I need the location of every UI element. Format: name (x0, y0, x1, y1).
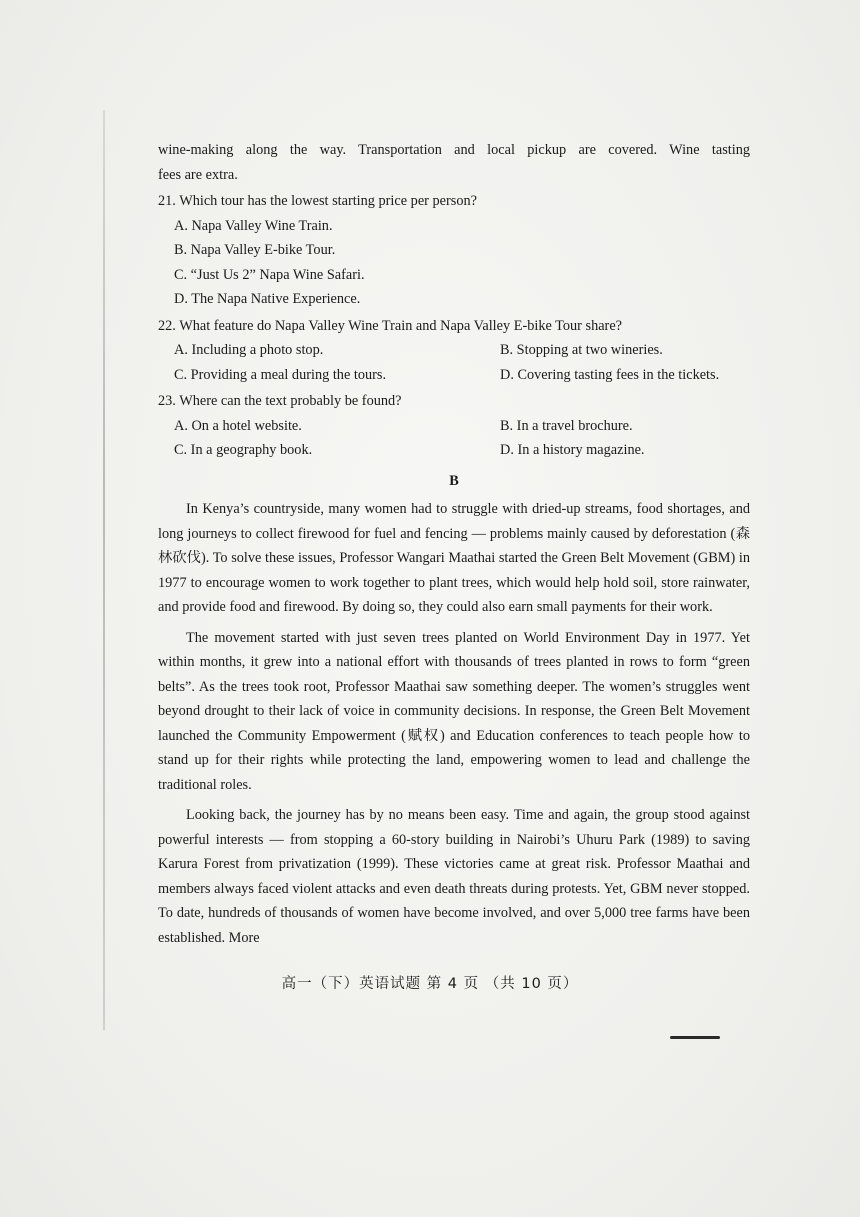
options-23-row-2 (158, 438, 750, 463)
option-21-d: D. The Napa Native Experience. (174, 291, 361, 307)
options-22-row-2 (158, 363, 750, 388)
option-22-c: C. Providing a meal during the tours. (174, 366, 387, 383)
option-21-b: B. Napa Valley E-bike Tour. (174, 242, 336, 258)
scan-mark (670, 1036, 720, 1039)
passage-paragraph-2 (158, 626, 750, 798)
page-content (158, 138, 750, 956)
option-22-d: D. Covering tasting fees in the tickets. (500, 366, 720, 383)
question-23 (158, 389, 750, 414)
paragraph-text: In Kenya’s countryside, many women had to struggle with dried-up streams, food shortages, and long journeys to collect firewood for fuel and fencing — problems mainly caused by deforestation (森林砍伐). To solve these issues, Professor Wangari Maathai started the Green Belt Movement (GBM) in 1977 to encourage women to work together to plant trees, which would help hold soil, store rainwater, and provide food and firewood. By doing so, they could also earn small payments for their work. (158, 501, 750, 615)
option-21-c: C. “Just Us 2” Napa Wine Safari. (174, 266, 365, 283)
passage-paragraph-3 (158, 803, 750, 950)
passage-paragraph-1 (158, 497, 750, 620)
question-22 (158, 314, 750, 339)
paragraph-text: The movement started with just seven trees planted on World Environment Day in 1977. Yet within months, it grew into a national effort with thousands of trees planted in rows to form “green belts”. As the trees took root, Professor Maathai saw something deeper. The women’s struggles went beyond drought to their lack of voice in community decisions. In response, the Green Belt Movement launched the Community Empowerment (赋权) and Education conferences to teach people how to stand up for their rights while protecting the land, empowering women to lead and challenge the traditional roles. (158, 629, 750, 793)
option-23-a: A. On a hotel website. (174, 417, 302, 434)
option-23-b: B. In a travel brochure. (500, 417, 633, 434)
options-23-row-1 (158, 414, 750, 439)
option-22-b: B. Stopping at two wineries. (500, 342, 663, 358)
page-footer: 高一（下）英语试题 第 4 页 （共 10 页） (281, 976, 579, 992)
binding-margin-line (103, 110, 105, 1030)
intro-line-1: wine-making along the way. Transportation and local pickup are covered. Wine tasting (158, 142, 750, 158)
section-label: B (449, 472, 459, 489)
question-number: 22. (158, 317, 176, 334)
option-21-a: A. Napa Valley Wine Train. (174, 217, 333, 234)
options-22-row-1 (158, 338, 750, 363)
intro-line-2: fees are extra. (158, 166, 238, 183)
option-22-a: A. Including a photo stop. (174, 342, 324, 358)
question-text: What feature do Napa Valley Wine Train and Napa Valley E-bike Tour share? (179, 317, 623, 334)
paragraph-text: Looking back, the journey has by no means been easy. Time and again, the group stood against powerful interests — from stopping a 60-story building in Nairobi’s Uhuru Park (1989) to saving Karura Forest from privatization (1999). These victories came at great risk. Professor Maathai and members always faced violent attacks and even death threats during protests. Yet, GBM never stopped. To date, hundreds of thousands of women have become involved, and over 5,000 tree farms have been established. More (158, 807, 750, 946)
question-21 (158, 189, 750, 214)
question-number: 21. (158, 193, 176, 209)
option-23-c: C. In a geography book. (174, 442, 313, 458)
question-number: 23. (158, 393, 176, 409)
question-text: Where can the text probably be found? (179, 393, 402, 409)
option-23-d: D. In a history magazine. (500, 442, 645, 458)
question-text: Which tour has the lowest starting price per person? (179, 193, 477, 209)
